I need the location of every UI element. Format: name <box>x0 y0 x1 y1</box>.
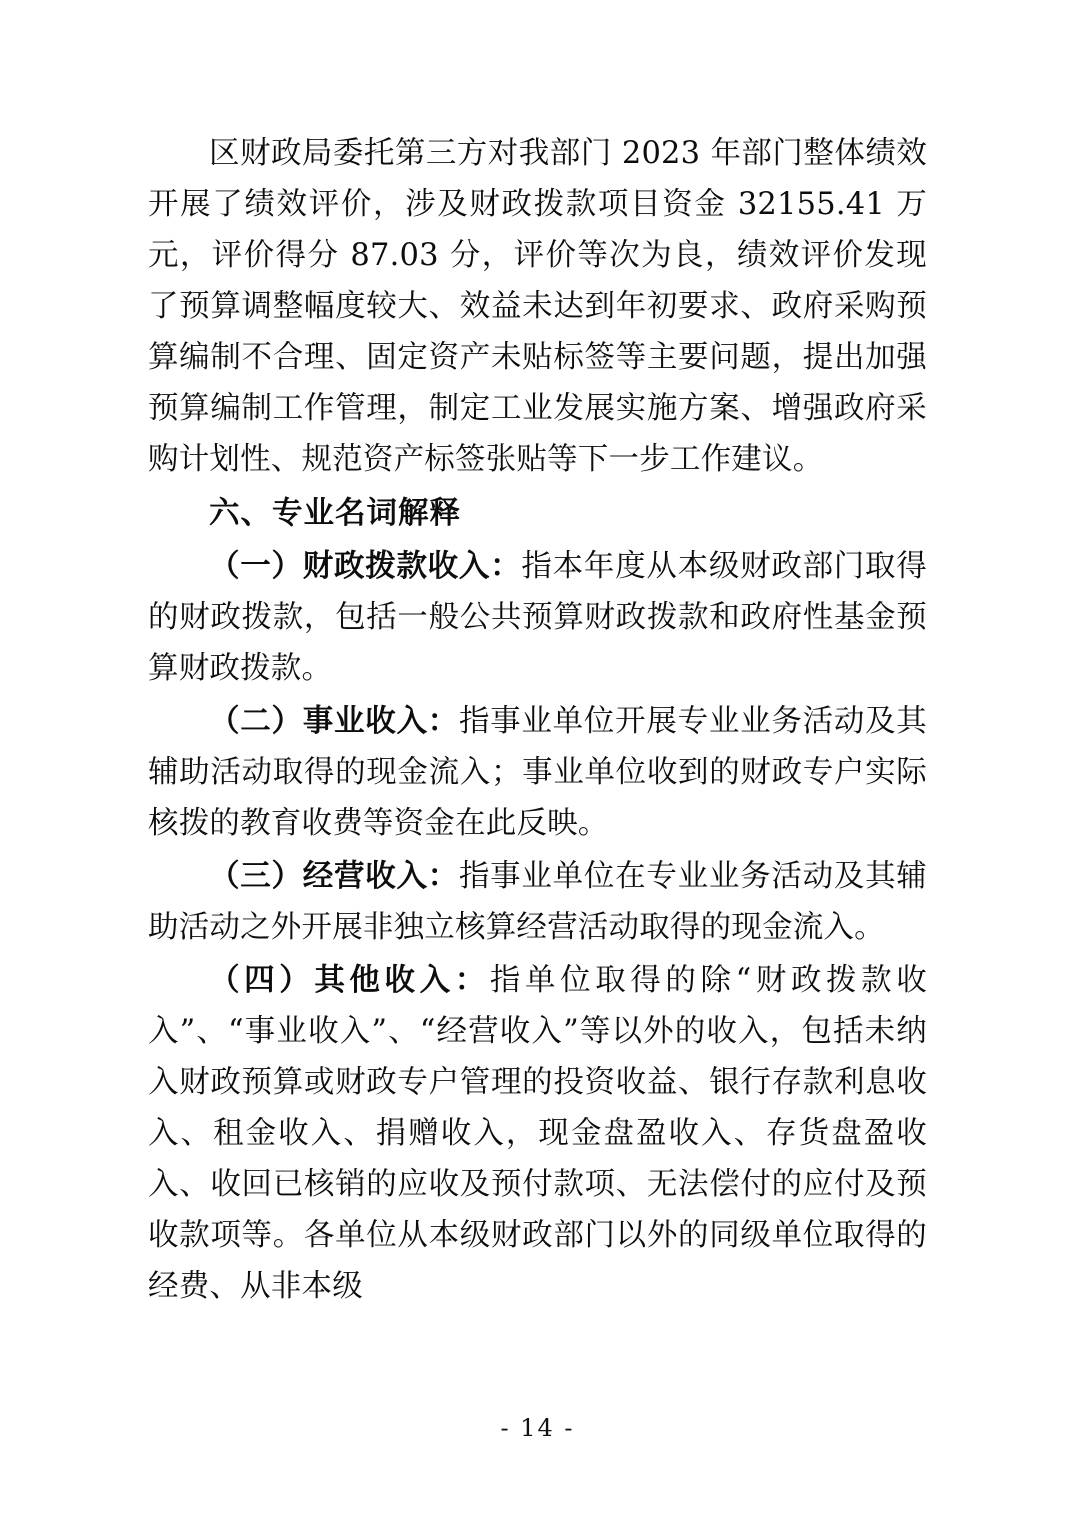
term-label: （四）其他收入： <box>209 962 490 998</box>
page-footer <box>0 1414 1075 1442</box>
term-definition: 指事业单位在专业业务活动及其辅助活动之外开展非独立核算经营活动取得的现金流入。 <box>148 859 928 945</box>
term-fiscal-appropriation-income <box>148 541 927 694</box>
term-label: （二）事业收入： <box>209 703 459 739</box>
section-heading-terms: 六、专业名词解释 <box>209 495 461 531</box>
term-business-income <box>148 696 927 849</box>
page-number: - 14 - <box>500 1414 575 1442</box>
term-other-income <box>148 955 927 1312</box>
term-operating-income <box>148 851 927 953</box>
term-definition: 指单位取得的除“财政拨款收入”、“事业收入”、“经营收入”等以外的收入，包括未纳入财政预算或财政专户管理的投资收益、银行存款利息收入、租金收入、捐赠收入，现金盘盈收入、存货盘盈收入、收回已核销的应收及预付款项、无法偿付的应付及预收款项等。各单位从本级财政部门以外的同级单位取得的经费、从非本级 <box>148 963 927 1304</box>
term-label: （三）经营收入： <box>209 858 459 894</box>
term-label: （一）财政拨款收入： <box>209 548 522 584</box>
term-definition: 指事业单位开展专业业务活动及其辅助活动取得的现金流入；事业单位收到的财政专户实际核拨的教育收费等资金在此反映。 <box>148 704 928 841</box>
paragraph-performance-evaluation: 区财政局委托第三方对我部门 2023 年部门整体绩效开展了绩效评价，涉及财政拨款项目资金 32155.41 万元，评价得分 87.03 分，评价等次为良，绩效评价发现了预算调整幅度较大、效益未达到年初要求、政府采购预算编制不合理、固定资产未贴标签等主要问题，提出加强预算编制工作管理，制定工业发展实施方案、增强政府采购计划性、规范资产标签张贴等下一步工作建议。 <box>148 136 927 477</box>
term-definition: 指本年度从本级财政部门取得的财政拨款，包括一般公共预算财政拨款和政府性基金预算财政拨款。 <box>148 549 927 686</box>
